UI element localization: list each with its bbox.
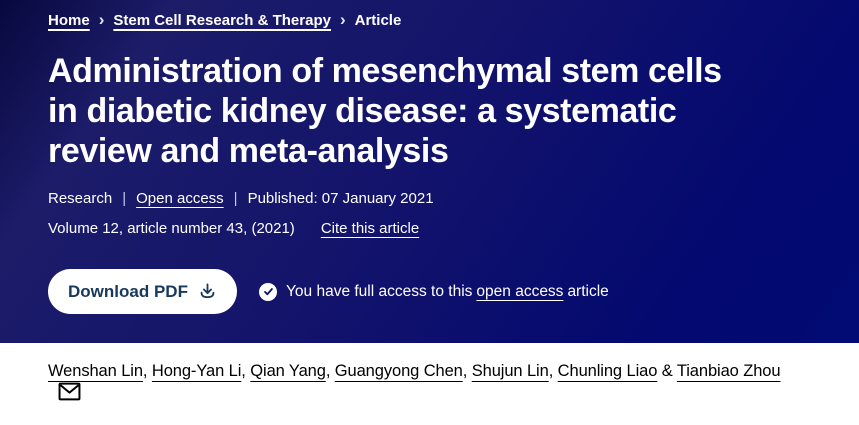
email-envelope-icon[interactable]	[58, 382, 81, 407]
author-separator: ,	[462, 361, 472, 380]
author-link[interactable]: Shujun Lin	[471, 361, 549, 380]
access-note-prefix: You have full access to this	[286, 282, 473, 300]
author-separator: &	[657, 361, 677, 380]
breadcrumb-home-link[interactable]: Home	[48, 12, 90, 29]
article-type-label: Research	[48, 190, 113, 207]
author-separator: ,	[142, 361, 152, 380]
breadcrumb	[48, 0, 811, 29]
access-note-suffix: article	[567, 282, 609, 300]
author-separator: ,	[325, 361, 335, 380]
author-link[interactable]: Tianbiao Zhou	[676, 361, 781, 380]
chevron-right-icon: ›	[98, 10, 105, 29]
download-icon	[198, 282, 217, 301]
authors-strip	[0, 343, 859, 425]
article-meta-row	[48, 190, 811, 207]
volume-info-label: Volume 12, article number 43, (2021)	[48, 220, 295, 237]
author-link[interactable]: Hong-Yan Li	[151, 361, 242, 380]
author-link[interactable]: Chunling Liao	[557, 361, 658, 380]
author-separator: ,	[241, 361, 251, 380]
author-separator: ,	[548, 361, 558, 380]
published-date-label: Published: 07 January 2021	[247, 190, 434, 207]
author-link[interactable]: Guangyong Chen	[334, 361, 463, 380]
meta-divider: |	[233, 190, 238, 207]
check-circle-icon	[259, 283, 277, 301]
author-names	[48, 362, 780, 380]
author-link[interactable]: Wenshan Lin	[48, 361, 143, 380]
breadcrumb-journal-link[interactable]: Stem Cell Research & Therapy	[113, 12, 331, 29]
author-link[interactable]: Qian Yang	[250, 361, 326, 380]
article-title-line-1: Administration of mesenchymal stem cells	[48, 52, 722, 90]
open-access-link[interactable]: Open access	[136, 190, 224, 207]
cite-this-article-link[interactable]: Cite this article	[320, 220, 420, 237]
article-title-line-3: review and meta-analysis	[48, 132, 449, 170]
download-pdf-button[interactable]	[48, 269, 237, 314]
access-note	[259, 283, 609, 301]
actions-row	[48, 269, 811, 314]
open-access-note-link[interactable]: open access	[476, 282, 564, 300]
chevron-right-icon: ›	[339, 10, 346, 29]
volume-row	[48, 220, 811, 237]
breadcrumb-current-article: Article	[354, 12, 402, 29]
meta-divider: |	[122, 190, 127, 207]
author-list	[48, 361, 811, 408]
article-title	[48, 51, 811, 171]
download-pdf-label: Download PDF	[68, 281, 188, 301]
article-title-line-2: in diabetic kidney disease: a systematic	[48, 92, 677, 130]
